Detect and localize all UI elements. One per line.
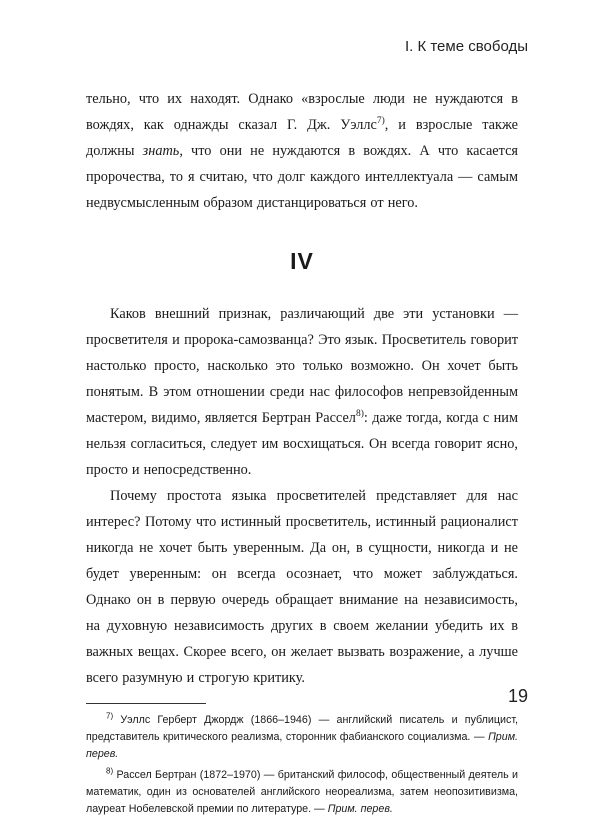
- p2-text-1: Каков внешний признак, различающий две эти установки — просветителя и пророка-самозванца? Это язык. Просветитель говорит настолько просто, насколько это только возможно. Он хочет быть понятым. В этом отношении среди нас философов непревзойденным мастером, видимо, является Бертран Рассел: [86, 306, 518, 426]
- p1-text-3: , что они не нуждаются в вождях. А что касается пророчества, то я считаю, что долг каждого интеллектуала — самым недвусмысленным образом дистанцироваться от него.: [86, 143, 518, 211]
- p1-text-2: , и взрослые также должны: [86, 117, 518, 159]
- footnotes: [86, 712, 518, 818]
- paragraph-language: [86, 301, 518, 483]
- paragraph-simplicity: Почему простота языка просветителей представляет для нас интерес? Потому что истинный просветитель, истинный рационалист никогда не хочет быть уверенным. Да он, в сущности, никогда и не будет уверенным: он всегда осознает, что может заблуждаться. Однако он в первую очередь обращает внимание на независимость, на духовную независимость других в своем желании убедить их в важных вещах. Скорее всего, он желает вызвать возражение, а лучше всего разумную и строгую критику.: [86, 488, 518, 686]
- p1-emphasis: знать: [142, 143, 180, 159]
- footnote-8: [86, 767, 518, 818]
- footnote-ref-7[interactable]: 7): [376, 116, 385, 127]
- running-header: I. К теме свободы: [404, 38, 528, 55]
- page-number: 19: [507, 686, 528, 706]
- footnote-marker: 7): [106, 711, 114, 721]
- footnote-7: [86, 712, 518, 763]
- footnote-note: Прим. перев.: [86, 731, 518, 760]
- footnote-ref-8[interactable]: 8): [355, 409, 364, 420]
- footnote-divider: [86, 703, 206, 704]
- footnote-text: Уэллс Герберт Джордж (1866–1946) — английский писатель и публицист, представитель критического реализма, сторонник фабианского социализма. —: [86, 714, 518, 743]
- paragraph-continued: [86, 86, 518, 216]
- footnote-text: Рассел Бертран (1872–1970) — британский философ, общественный деятель и математик, один из основателей английского неореализма, затем неопозитивизма, лауреат Нобелевской премии по литературе. —: [86, 769, 518, 815]
- section-heading: IV: [290, 248, 314, 274]
- footnote-marker: 8): [106, 766, 114, 776]
- p2-text-2: : даже тогда, когда с ним нельзя согласиться, следует им восхищаться. Он всегда говорит ясно, просто и непосредственно.: [86, 410, 518, 478]
- p1-text-1: тельно, что их находят. Однако «взрослые люди не нуждаются в вождях, как однажды сказал Г. Дж. Уэллс: [86, 91, 518, 133]
- page-body: [86, 86, 518, 822]
- footnote-note: Прим. перев.: [327, 803, 393, 815]
